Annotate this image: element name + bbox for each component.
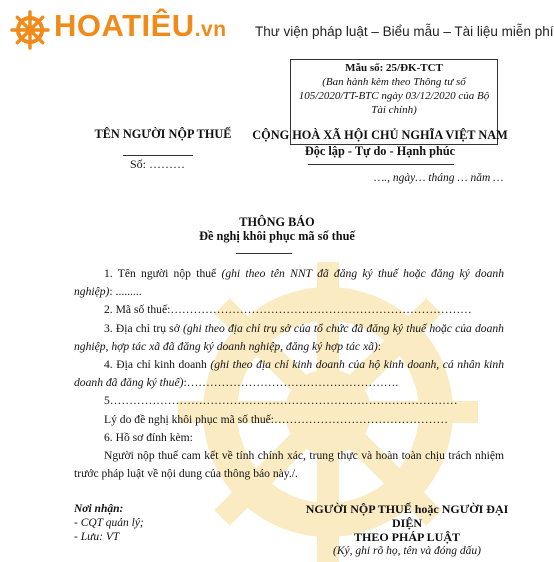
document-title — [0, 215, 554, 243]
title-main: THÔNG BÁO — [239, 215, 315, 229]
signature-instruction: (Ký, ghi rõ họ, tên và đóng dấu) — [333, 545, 481, 557]
commitment-text: Người nộp thuế cam kết về tính chính xác, trung thực và hoàn toàn chịu trách nhiệm trước pháp luật về nội dung của thông báo này./. — [74, 449, 504, 481]
item-taxpayer-name: 1. Tên người nộp thuế (ghi theo tên NNT đã đăng ký thuế hoặc đăng ký doanh nghiệp): ......... — [74, 267, 505, 299]
item-attachments: 6. Hồ sơ đính kèm: — [104, 430, 193, 444]
title-divider — [236, 253, 292, 254]
national-heading — [246, 127, 514, 159]
taxpayer-name-heading: TÊN NGƯỜI NỘP THUẾ — [94, 127, 232, 141]
document-number: Số: ……… — [130, 157, 186, 171]
logo-main: HOATIÊU — [54, 8, 195, 43]
form-code: Mẫu số: 25/ĐK-TCT — [345, 62, 443, 74]
item-tax-code: 2. Mã số thuế:…………………………………………………………………… — [104, 303, 472, 317]
left-divider — [123, 155, 193, 156]
item-head-office: 3. Địa chỉ trụ sở (ghi theo địa chỉ trụ sở của tổ chức đã đăng ký thuế hoặc của doanh nghiệp, hợp tác xã đã đăng ký doanh nghiệp, đăng ký hợp tác xã): — [74, 321, 504, 353]
recipients-block — [74, 502, 144, 544]
form-note-line3: Tài chính) — [371, 104, 417, 116]
signer-law: THEO PHÁP LUẬT — [353, 530, 460, 544]
title-sub: Đề nghị khôi phục mã số thuế — [199, 229, 355, 243]
site-header — [0, 0, 554, 52]
signer-role: NGƯỜI NỘP THUẾ hoặc NGƯỜI ĐẠI DIỆN — [305, 502, 509, 530]
form-body — [74, 265, 504, 483]
recipients-heading: Nơi nhận: — [74, 503, 124, 515]
logo-suffix: .vn — [194, 18, 227, 41]
document-date: …., ngày… tháng … năm … — [374, 172, 504, 184]
nation-motto: Độc lập - Tự do - Hạnh phúc — [304, 144, 456, 158]
form-note-line2: 105/2020/TT-BTC ngày 03/12/2020 của Bộ — [298, 90, 490, 102]
nation-name: CỘNG HOÀ XÃ HỘI CHỦ NGHĨA VIỆT NAM — [252, 128, 508, 142]
recipient-archive: - Lưu: VT — [74, 531, 120, 543]
form-note-line1: (Ban hành kèm theo Thông tư số — [322, 76, 466, 88]
site-logo[interactable] — [54, 8, 227, 44]
motto-divider — [308, 164, 454, 165]
signature-block — [292, 502, 522, 558]
item-reason: Lý do đề nghị khôi phục mã số thuế:……………………………………… — [104, 412, 448, 426]
item-five: 5……………………………………………………………………………… — [104, 394, 458, 408]
site-tagline: Thư viện pháp luật – Biểu mẫu – Tài liệu miễn phí — [255, 24, 554, 39]
item-business-address: 4. Địa chỉ kinh doanh (ghi theo địa chỉ kinh doanh của hộ kinh doanh, cá nhân kinh doanh đã đăng ký thuế):………………………………………………. — [74, 358, 504, 390]
recipient-tax-office: - CQT quản lý; — [74, 517, 144, 529]
ship-wheel-logo-icon[interactable] — [10, 10, 50, 50]
